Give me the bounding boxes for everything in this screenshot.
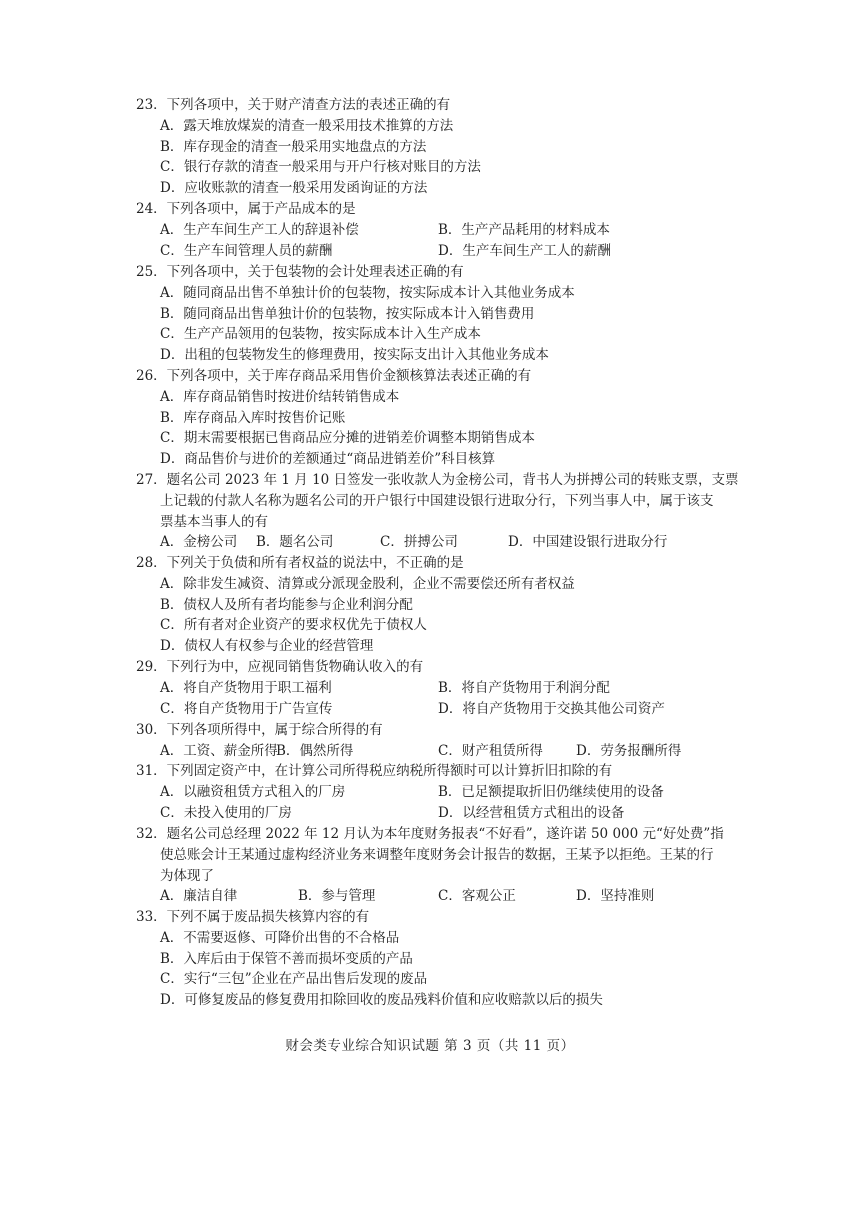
- question-33: [136, 907, 756, 1011]
- question-stem: 25．下列各项中，关于包装物的会计处理表述正确的有: [136, 264, 464, 280]
- question-31: [136, 761, 756, 823]
- option-row: [136, 782, 756, 803]
- question-29: [136, 657, 756, 719]
- question-26: [136, 366, 756, 470]
- option-b: B．库存商品入库时按售价记账: [160, 409, 346, 426]
- option-b: B．将自产货物用于利润分配: [438, 679, 610, 696]
- option-c: C．生产产品领用的包装物，按实际成本计入生产成本: [160, 326, 481, 343]
- option-row: [136, 886, 756, 907]
- option-d: D．中国建设银行进取分行: [508, 534, 668, 551]
- option-row: [136, 220, 756, 241]
- option-row: [136, 803, 756, 824]
- option-b: B．题名公司: [256, 534, 334, 551]
- question-27: [136, 470, 756, 553]
- question-28: [136, 553, 756, 657]
- option-d: D．劳务报酬所得: [576, 742, 682, 759]
- option-a: A．金榜公司: [160, 534, 238, 551]
- question-stem: 31．下列固定资产中，在计算公司所得税应纳税所得额时可以计算折旧扣除的有: [136, 763, 613, 779]
- option-c: C．客观公正: [438, 888, 516, 905]
- option-a: A．将自产货物用于职工福利: [160, 679, 332, 696]
- option-row: [136, 241, 756, 262]
- option-b: B．库存现金的清查一般采用实地盘点的方法: [160, 138, 427, 155]
- question-stem: 23．下列各项中，关于财产清查方法的表述正确的有: [136, 97, 451, 113]
- question-stem: 24．下列各项中，属于产品成本的是: [136, 201, 356, 217]
- option-a: A．露天堆放煤炭的清查一般采用技术推算的方法: [160, 117, 454, 134]
- option-b: B．债权人及所有者均能参与企业利润分配: [160, 596, 413, 613]
- question-stem-line: 使总账会计王某通过虚构经济业务来调整年度财务会计报告的数据，王某予以拒绝。王某的行: [160, 846, 714, 863]
- question-stem-line: 票基本当事人的有: [160, 513, 268, 530]
- option-c: C．实行“三包”企业在产品出售后发现的废品: [160, 971, 428, 988]
- question-stem: 33．下列不属于废品损失核算内容的有: [136, 909, 370, 925]
- option-a: A．随同商品出售不单独计价的包装物，按实际成本计入其他业务成本: [160, 284, 575, 301]
- option-a: A．库存商品销售时按进价结转销售成本: [160, 388, 400, 405]
- question-25: [136, 262, 756, 366]
- question-stem-line: 32．题名公司总经理 2022 年 12 月认为本年度财务报表“不好看”，遂许诺 50 000 元“好处费”指: [136, 826, 724, 842]
- option-row: [136, 699, 756, 720]
- option-c: C．所有者对企业资产的要求权优先于债权人: [160, 617, 427, 634]
- option-row: [136, 741, 756, 762]
- option-a: A．工资、薪金所得: [160, 742, 278, 759]
- option-d: D．债权人有权参与企业的经营管理: [160, 638, 374, 655]
- option-c: C．财产租赁所得: [438, 742, 543, 759]
- option-a: A．以融资租赁方式租入的厂房: [160, 783, 346, 800]
- question-30: [136, 720, 756, 762]
- option-b: B．随同商品出售单独计价的包装物，按实际成本计入销售费用: [160, 305, 535, 322]
- option-c: C．期末需要根据已售商品应分摊的进销差价调整本期销售成本: [160, 430, 535, 447]
- question-23: [136, 95, 756, 199]
- option-d: D．应收账款的清查一般采用发函询证的方法: [160, 180, 428, 197]
- option-d: D．坚持准则: [576, 888, 655, 905]
- page-footer: 财会类专业综合知识试题 第 3 页（共 11 页）: [285, 1038, 575, 1054]
- question-stem: 26．下列各项中，关于库存商品采用售价金额核算法表述正确的有: [136, 368, 532, 384]
- option-d: D．出租的包装物发生的修理费用，按实际支出计入其他业务成本: [160, 347, 549, 364]
- question-stem: 30．下列各项所得中，属于综合所得的有: [136, 722, 383, 738]
- option-a: A．除非发生减资、清算或分派现金股利，企业不需要偿还所有者权益: [160, 575, 575, 592]
- option-d: D．将自产货物用于交换其他公司资产: [438, 700, 665, 717]
- option-b: B．参与管理: [298, 888, 376, 905]
- question-32: [136, 824, 756, 907]
- question-stem-line: 为体现了: [160, 867, 214, 884]
- option-c: C．拼搏公司: [380, 534, 458, 551]
- option-b: B．入库后由于保管不善而损坏变质的产品: [160, 950, 413, 967]
- question-stem-line: 上记载的付款人名称为题名公司的开户银行中国建设银行进取分行，下列当事人中，属于该支: [160, 492, 714, 509]
- option-a: A．生产车间生产工人的辞退补偿: [160, 221, 359, 238]
- option-d: D．可修复废品的修复费用扣除回收的废品残料价值和应收赔款以后的损失: [160, 992, 603, 1009]
- option-row: [136, 532, 756, 553]
- question-stem: 29．下列行为中，应视同销售货物确认收入的有: [136, 659, 424, 675]
- option-c: C．将自产货物用于广告宣传: [160, 700, 333, 717]
- option-d: D．生产车间生产工人的薪酬: [438, 242, 611, 259]
- option-row: [136, 678, 756, 699]
- question-24: [136, 199, 756, 261]
- option-b: B．已足额提取折旧仍继续使用的设备: [438, 783, 664, 800]
- option-b: B．偶然所得: [276, 742, 354, 759]
- option-c: C．未投入使用的厂房: [160, 804, 292, 821]
- option-d: D．以经营租赁方式租出的设备: [438, 804, 625, 821]
- option-c: C．银行存款的清查一般采用与开户行核对账目的方法: [160, 159, 481, 176]
- option-b: B．生产产品耗用的材料成本: [438, 221, 610, 238]
- option-a: A．廉洁自律: [160, 888, 238, 905]
- option-c: C．生产车间管理人员的薪酬: [160, 242, 333, 259]
- option-d: D．商品售价与进价的差额通过“商品进销差价”科目核算: [160, 451, 496, 468]
- question-stem: 28．下列关于负债和所有者权益的说法中，不正确的是: [136, 555, 464, 571]
- question-stem-line: 27．题名公司 2023 年 1 月 10 日签发一张收款人为金榜公司，背书人为拼搏公司的转账支票，支票: [136, 472, 739, 488]
- option-a: A．不需要返修、可降价出售的不合格品: [160, 929, 400, 946]
